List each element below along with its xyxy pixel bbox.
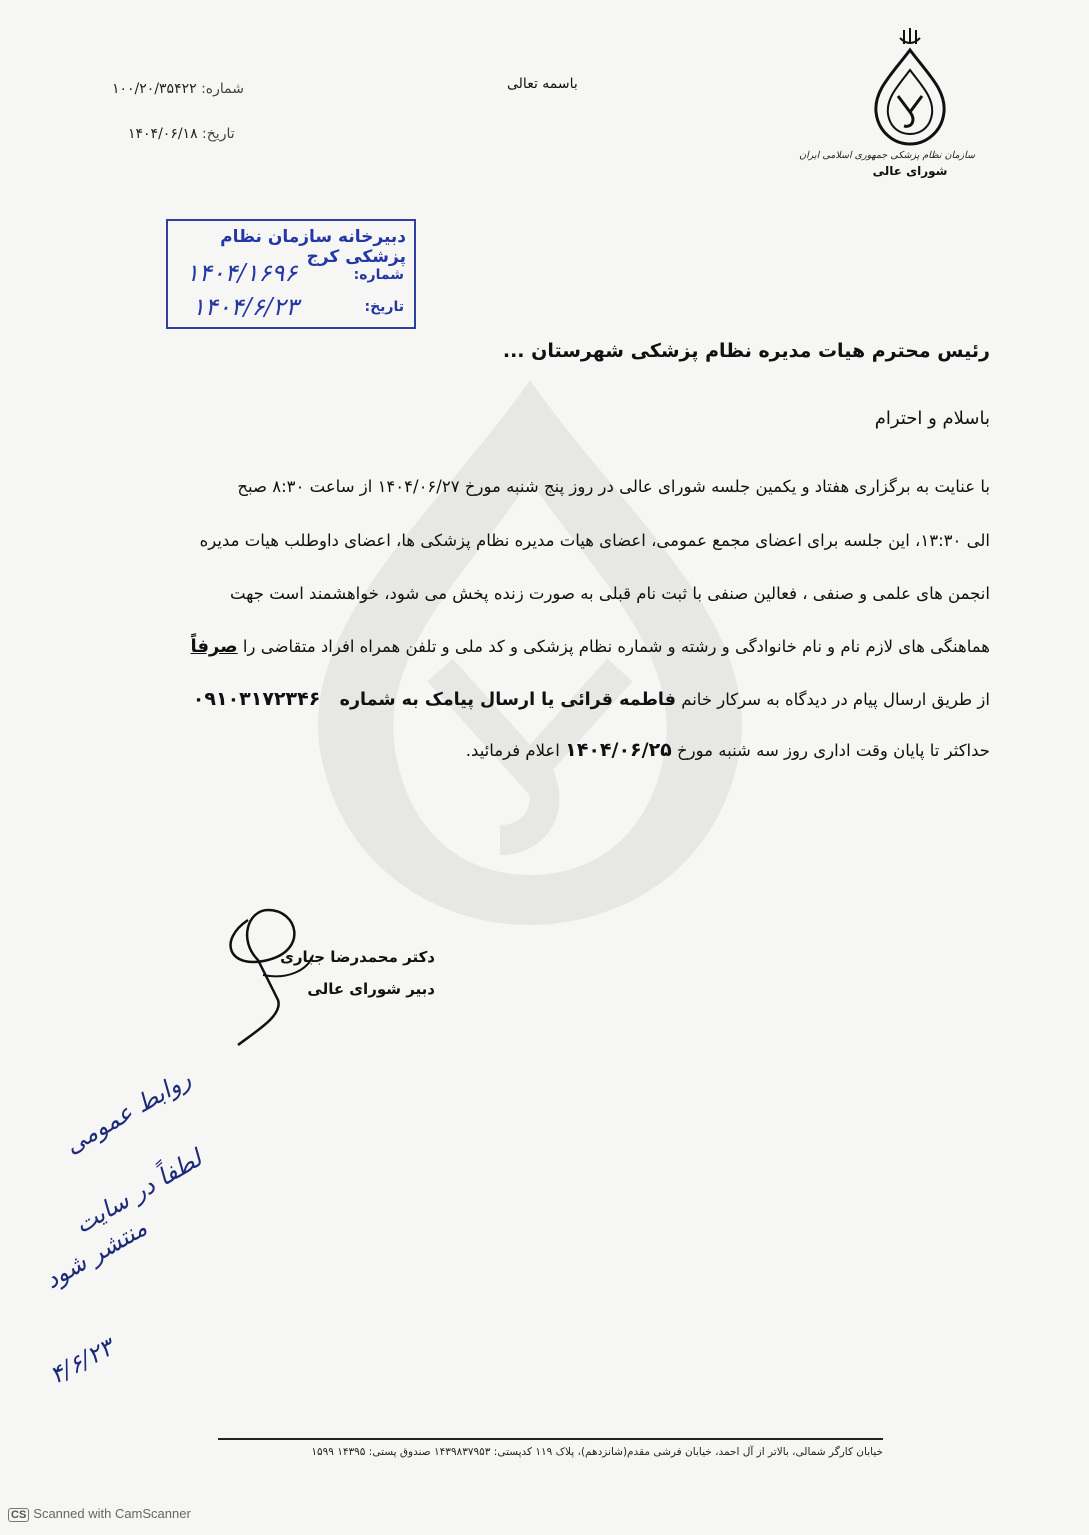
body-line-5-text: از طریق ارسال پیام در دیدگاه به سرکار خانم	[681, 690, 990, 709]
body-line-4-text: هماهنگی های لازم نام و نام خانوادگی و رشته و شماره نظام پزشکی و کد ملی و تلفن همراه افراد متقاضی را	[242, 637, 990, 656]
footer-divider	[218, 1438, 883, 1440]
signatory-title: دبیر شورای عالی	[307, 980, 435, 998]
greeting: باسلام و احترام	[874, 408, 990, 429]
stamp-date-label: تاریخ:	[364, 299, 404, 315]
medical-council-emblem-icon	[870, 28, 950, 148]
handwritten-note-1: روابط عمومی	[60, 1064, 196, 1160]
body-line-6-text: حداکثر تا پایان وقت اداری روز سه شنبه مورخ	[677, 741, 990, 760]
only-emphasis: صرفاً	[190, 636, 238, 657]
letter-number-label: شماره:	[201, 81, 244, 97]
stamp-number-value: ۱۴۰۴/۱۶۹۶	[186, 259, 298, 287]
stamp-number-label: شماره:	[353, 267, 404, 283]
deadline-date: ۱۴۰۴/۰۶/۲۵	[565, 739, 672, 761]
letter-date-value: ۱۴۰۴/۰۶/۱۸	[128, 126, 198, 142]
handwritten-note-date: ۴/۶/۲۳	[45, 1333, 118, 1390]
letter-date	[128, 126, 235, 142]
signatory-name: دکتر محمدرضا جباری	[280, 948, 435, 966]
footer-address: خیابان کارگر شمالی، بالاتر از آل احمد، خیابان فرشی مقدم(شانزدهم)، پلاک ۱۱۹ کدپستی: ۱۴۳۹۸۳۷۹۵۳ صندوق پستی: ۱۴۳۹۵ ۱۵۹۹	[311, 1446, 883, 1458]
body-line-5	[193, 690, 990, 710]
letter-number-value: ۱۰۰/۲۰/۳۵۴۲۲	[112, 81, 197, 97]
organization-logo	[799, 28, 975, 208]
scanner-text: Scanned with CamScanner	[33, 1506, 191, 1521]
secretariat-stamp	[166, 219, 416, 329]
body-line-6	[466, 741, 990, 760]
handwritten-signature	[218, 900, 318, 1050]
body-line-1: با عنایت به برگزاری هفتاد و یکمین جلسه شورای عالی در روز پنج شنبه مورخ ۱۴۰۴/۰۶/۲۷ از ساعت ۸:۳۰ صبح	[237, 477, 990, 496]
camscanner-icon: CS	[8, 1508, 29, 1522]
handwritten-note-2: لطفاً در سایت	[70, 1144, 207, 1240]
contact-phone: ۰۹۱۰۳۱۷۲۳۴۶	[192, 688, 321, 710]
body-line-6-end: اعلام فرمائید.	[465, 741, 560, 760]
body-line-2: الی ۱۳:۳۰، این جلسه برای اعضای مجمع عمومی، اعضای هیات مدیره نظام پزشکی ها، اعضای داوطلب هیات مدیره	[199, 531, 990, 550]
handwritten-note-3: منتشر شود	[40, 1213, 152, 1295]
recipient: رئیس محترم هیات مدیره نظام پزشکی شهرستان ...	[502, 340, 990, 362]
scanner-watermark	[8, 1506, 191, 1522]
organization-name: سازمان نظام پزشکی جمهوری اسلامی ایران	[799, 150, 975, 161]
letter-number	[112, 81, 244, 97]
body-line-3: انجمن های علمی و صنفی ، فعالین صنفی با ثبت نام قبلی به صورت زنده پخش می شود، خواهشمند است جهت	[229, 584, 990, 603]
letter-date-label: تاریخ:	[202, 126, 235, 142]
invocation: باسمه تعالی	[507, 76, 578, 92]
contact-person: فاطمه قرائی یا ارسال پیامک به شماره	[339, 690, 676, 710]
stamp-title: دبیرخانه سازمان نظام پزشکی کرج	[220, 227, 406, 267]
body-line-4	[191, 638, 990, 656]
stamp-date-value: ۱۴۰۴/۶/۲۳	[192, 293, 299, 321]
council-name: شورای عالی	[872, 164, 948, 178]
